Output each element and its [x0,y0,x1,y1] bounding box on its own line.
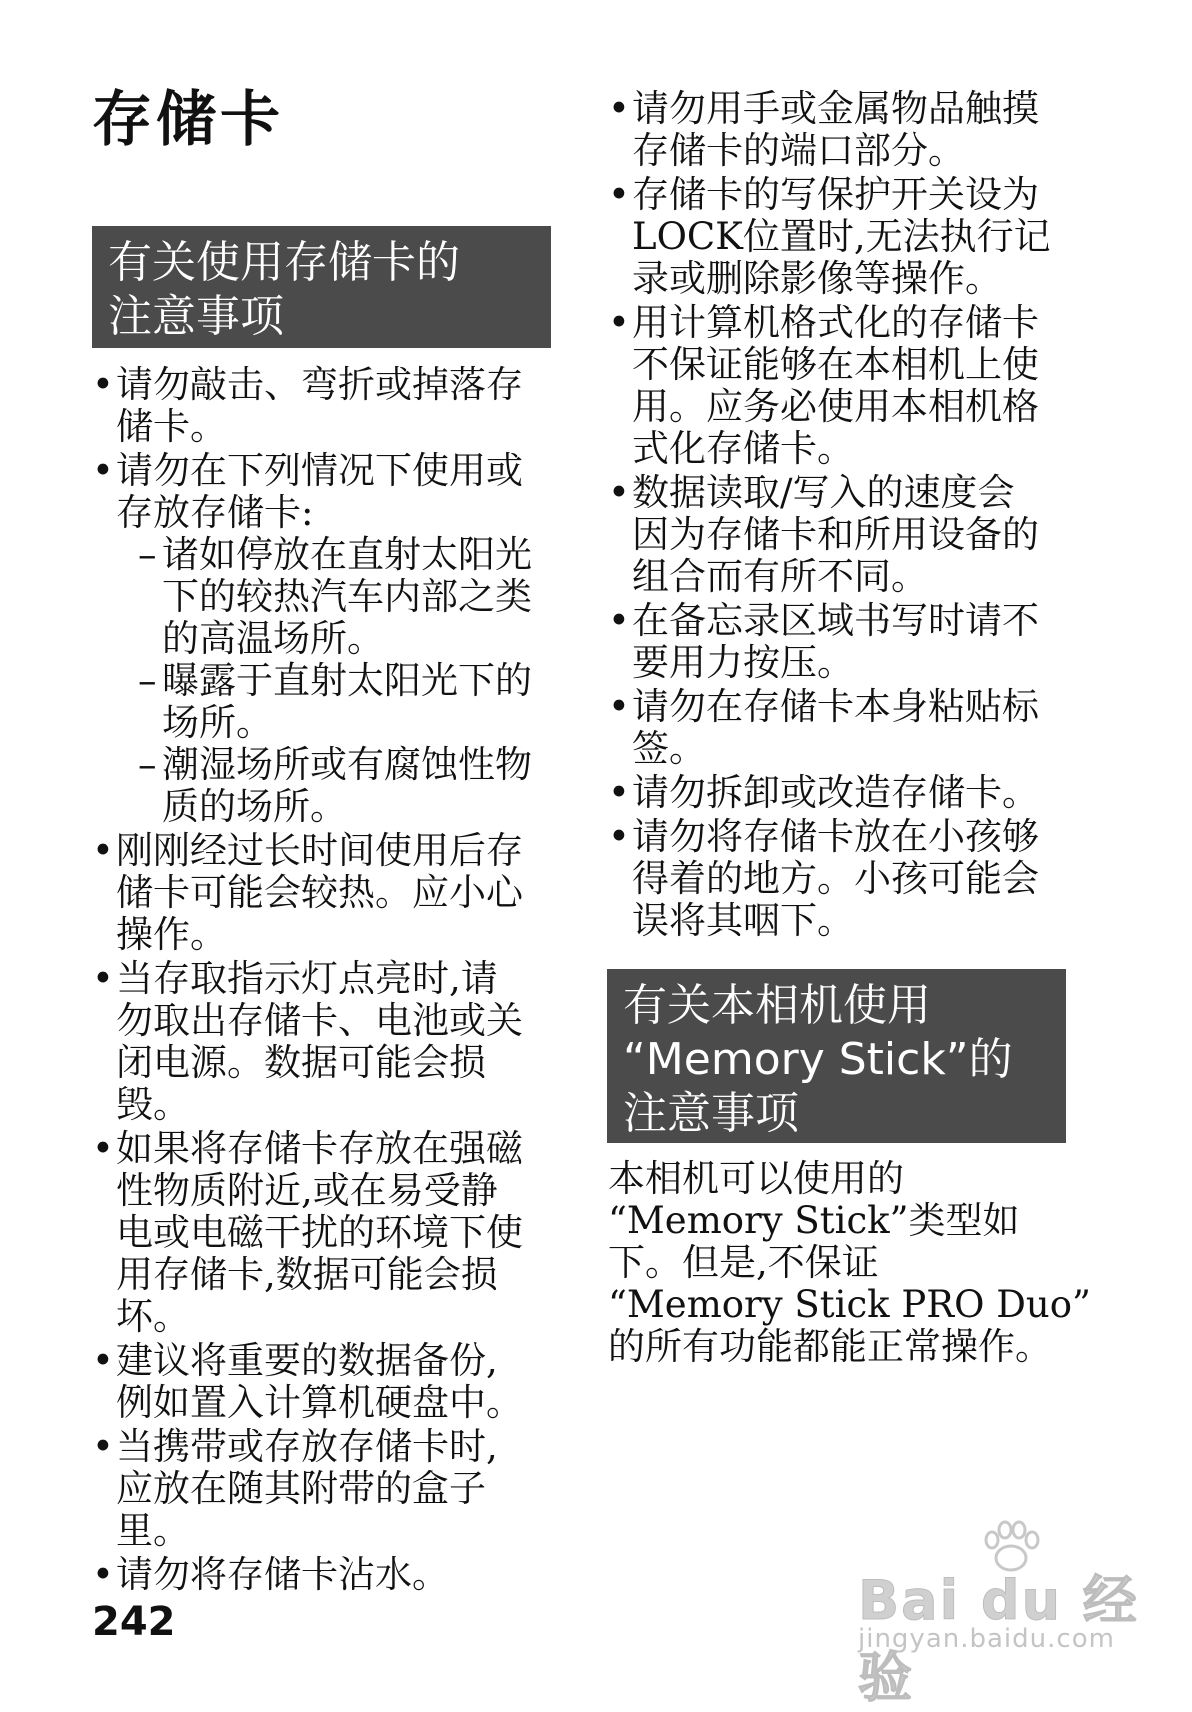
bullet-text-line: 当存取指示灯点亮时,请 [116,957,498,1000]
sub-item-line: 曝露于直射太阳光下的 [162,659,532,702]
bullet-text-line: 组合而有所不同。 [632,555,928,598]
precautions-list-left [92,364,542,1596]
section-header-line: 有关使用存储卡的 [108,237,460,288]
bullet-item [92,830,542,956]
memory-stick-intro-paragraph [608,1157,1091,1368]
bullet-item [608,174,1058,300]
bullet-text-line: 用存储卡,数据可能会损 [116,1253,498,1296]
sub-item [116,660,542,744]
bullet-dot: • [608,471,630,514]
bullet-text-line: 勿取出存储卡、电池或关 [116,999,523,1042]
left-column [92,364,542,1598]
intro-line: 下。但是,不保证 [608,1241,879,1284]
bullet-text [632,174,1058,300]
sub-item-line: 的高温场所。 [162,617,384,660]
bullet-text [632,816,1058,942]
bullet-text-line: 请勿将存储卡沾水。 [116,1553,449,1596]
section-header-line: 注意事项 [108,291,284,342]
bullet-text-line: 在备忘录区域书写时请不 [632,599,1039,642]
bullet-text-line: 例如置入计算机硬盘中。 [116,1381,523,1424]
bullet-item [608,772,1058,814]
intro-line: 的所有功能都能正常操作。 [608,1325,1052,1368]
bullet-text [116,830,542,956]
bullet-text-line: 存放存储卡: [116,491,314,534]
bullet-text-line: 要用力按压。 [632,641,854,684]
bullet-text-line: 储卡可能会较热。应小心 [116,871,523,914]
bullet-text [632,472,1058,598]
precautions-list-right [608,88,1058,942]
bullet-dot: • [608,599,630,642]
bullet-dot: • [608,301,630,344]
bullet-text-line: 因为存储卡和所用设备的 [632,513,1039,556]
bullet-item [608,472,1058,598]
bullet-text [116,1426,542,1552]
intro-line: 本相机可以使用的 [608,1157,904,1200]
bullet-dot: • [92,1127,114,1170]
bullet-text-line: 式化存储卡。 [632,427,854,470]
bullet-text [116,1340,542,1424]
bullet-item [92,1128,542,1338]
bullet-text [116,364,542,448]
bullet-text [632,88,1058,172]
bullet-dot: • [608,173,630,216]
bullet-text-line: 存储卡的端口部分。 [632,129,965,172]
section-header-line: “Memory Stick”的 [623,1034,1013,1085]
bullet-text-line: 不保证能够在本相机上使 [632,343,1039,386]
bullet-text-line: 请勿在存储卡本身粘贴标 [632,685,1039,728]
bullet-item [92,1340,542,1424]
section-header-storage-card-precautions [92,226,551,348]
baidu-jingyan-watermark [858,1518,1158,1709]
page-title: 存储卡 [92,85,284,155]
bullet-text-line: 用计算机格式化的存储卡 [632,301,1039,344]
bullet-dot: • [92,449,114,492]
bullet-text-line: 用。应务必使用本相机格 [632,385,1039,428]
sub-bullet-dash: – [138,659,157,702]
bullet-text-line: 当携带或存放存储卡时, [116,1425,498,1468]
sub-bullet-dash: – [138,533,157,576]
bullet-text-line: 里。 [116,1509,190,1552]
bullet-text-line: 请勿将存储卡放在小孩够 [632,815,1039,858]
right-column [608,88,1058,944]
bullet-item [608,88,1058,172]
bullet-text [116,1554,542,1596]
bullet-text [116,1128,542,1338]
sub-item-line: 诸如停放在直射太阳光 [162,533,532,576]
bullet-text-line: 请勿用手或金属物品触摸 [632,87,1039,130]
bullet-item [608,816,1058,942]
bullet-text-line: 请勿敲击、弯折或掉落存 [116,363,523,406]
bullet-dot: • [608,815,630,858]
bullet-text [116,450,542,534]
bullet-item [608,302,1058,470]
bullet-dot: • [92,1553,114,1596]
sub-item [116,744,542,828]
bullet-text-line: 性物质附近,或在易受静 [116,1169,498,1212]
bullet-text-line: 请勿在下列情况下使用或 [116,449,523,492]
bullet-item [608,686,1058,770]
bullet-dot: • [92,957,114,1000]
bullet-text-line: 得着的地方。小孩可能会 [632,857,1039,900]
sub-bullet-dash: – [138,743,157,786]
bullet-dot: • [92,1425,114,1468]
bullet-item [608,600,1058,684]
section-header-line: 注意事项 [623,1088,799,1139]
bullet-text-line: 闭电源。数据可能会损 [116,1041,486,1084]
intro-line: “Memory Stick PRO Duo” [608,1283,1091,1326]
bullet-text-line: 刚刚经过长时间使用后存 [116,829,523,872]
sub-item-line: 下的较热汽车内部之类 [162,575,532,618]
sub-item [116,534,542,660]
bullet-text-line: 请勿拆卸或改造存储卡。 [632,771,1039,814]
intro-line: “Memory Stick”类型如 [608,1199,1020,1242]
watermark-domain: jingyan.baidu.com [858,1624,1115,1654]
bullet-text-line: 建议将重要的数据备份, [116,1339,498,1382]
bullet-item [92,450,542,828]
bullet-item [92,958,542,1126]
bullet-item [92,1426,542,1552]
bullet-item [92,364,542,448]
bullet-dot: • [608,87,630,130]
watermark-brand: Bai du 经验 [858,1569,1139,1709]
bullet-dot: • [608,685,630,728]
bullet-text-line: 操作。 [116,913,227,956]
bullet-text [116,958,542,1126]
bullet-text [632,302,1058,470]
bullet-text [632,600,1058,684]
bullet-text [632,772,1058,814]
sub-item-line: 潮湿场所或有腐蚀性物 [162,743,532,786]
bullet-text-line: 电或电磁干扰的环境下使 [116,1211,523,1254]
bullet-dot: • [92,1339,114,1382]
bullet-text-line: 签。 [632,727,706,770]
bullet-text-line: 如果将存储卡存放在强磁 [116,1127,523,1170]
section-header-memory-stick-precautions [607,969,1066,1143]
sub-item-line: 场所。 [162,701,273,744]
bullet-dot: • [608,771,630,814]
bullet-dot: • [92,363,114,406]
bullet-text-line: 录或删除影像等操作。 [632,257,1002,300]
section-header-line: 有关本相机使用 [623,980,931,1031]
bullet-text-line: 毁。 [116,1083,190,1126]
bullet-text-line: 储卡。 [116,405,227,448]
bullet-text-line: 数据读取/写入的速度会 [632,471,1015,514]
bullet-text-line: 应放在随其附带的盒子 [116,1467,486,1510]
sub-item-line: 质的场所。 [162,785,347,828]
bullet-item [92,1554,542,1596]
bullet-text-line: 误将其咽下。 [632,899,854,942]
page-number: 242 [92,1599,176,1645]
bullet-text-line: 坏。 [116,1295,190,1338]
sub-list [116,534,542,828]
bullet-text-line: 存储卡的写保护开关设为 [632,173,1039,216]
bullet-dot: • [92,829,114,872]
bullet-text-line: LOCK位置时,无法执行记 [632,215,1051,258]
bullet-text [632,686,1058,770]
